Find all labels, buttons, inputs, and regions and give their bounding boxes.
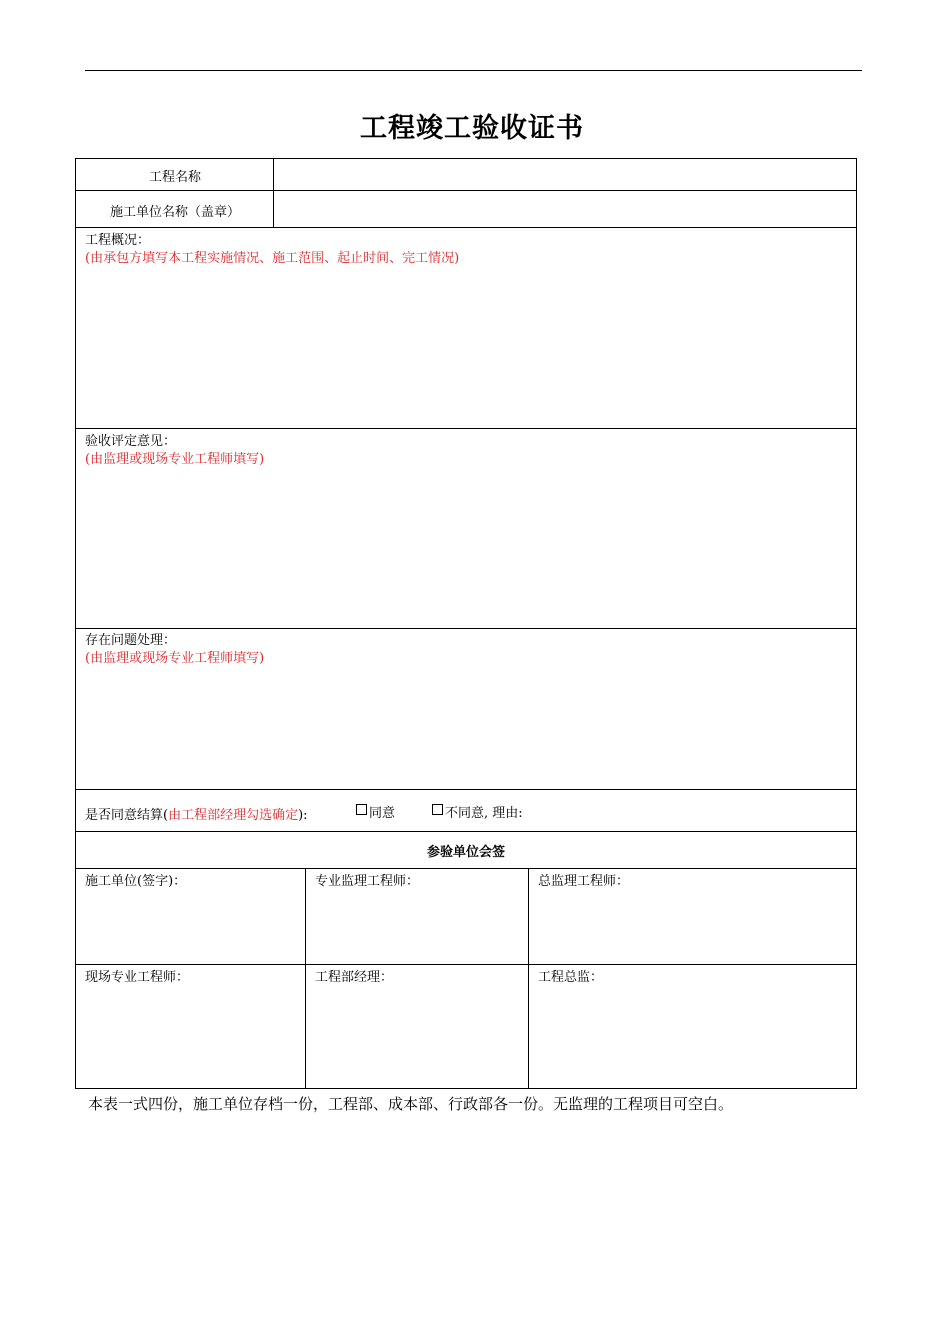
row-divider <box>76 831 856 832</box>
issues-label: 存在问题处理： <box>85 633 177 648</box>
signoff-chief-supervisor[interactable]: 总监理工程师： <box>538 874 630 889</box>
header-rule <box>85 70 862 71</box>
issues-hint: (由监理或现场专业工程师填写) <box>85 651 265 666</box>
acceptance-hint: (由监理或现场专业工程师填写) <box>85 452 265 467</box>
contractor-label: 施工单位名称（盖章） <box>109 205 240 220</box>
signoff-site-engineer[interactable]: 现场专业工程师： <box>85 970 190 985</box>
row-divider <box>76 789 856 790</box>
agree-checkbox[interactable] <box>356 804 367 815</box>
disagree-label: 不同意, 理由: <box>445 806 523 821</box>
project-name-label: 工程名称 <box>148 170 201 185</box>
signoff-contractor[interactable]: 施工单位(签字)： <box>85 874 187 889</box>
row-divider <box>76 628 856 629</box>
project-name-field[interactable] <box>275 159 856 190</box>
overview-section[interactable] <box>85 232 459 268</box>
contractor-field[interactable] <box>275 191 856 227</box>
signoff-column-divider <box>528 868 529 1088</box>
agree-option[interactable] <box>356 804 395 823</box>
signoff-specialist-supervisor[interactable]: 专业监理工程师： <box>315 874 420 889</box>
signoff-column-divider <box>305 868 306 1088</box>
agree-label: 同意 <box>369 806 396 821</box>
settlement-hint: 由工程部经理勾选确定 <box>168 808 299 823</box>
row-divider <box>76 964 856 965</box>
issues-section[interactable] <box>85 632 264 668</box>
overview-hint: (由承包方填写本工程实施情况、施工范围、起止时间、完工情况) <box>85 251 460 266</box>
document-title: 工程竣工验收证书 <box>360 113 584 144</box>
signoff-engineering-director[interactable]: 工程总监： <box>538 970 604 985</box>
overview-label: 工程概况： <box>85 233 151 248</box>
disagree-option[interactable] <box>432 804 523 823</box>
acceptance-form <box>75 158 857 1089</box>
signoff-heading: 参验单位会签 <box>426 845 505 860</box>
acceptance-section[interactable] <box>85 433 264 469</box>
acceptance-label: 验收评定意见： <box>85 434 177 449</box>
settlement-label-prefix: 是否同意结算( <box>85 808 169 823</box>
disagree-checkbox[interactable] <box>432 804 443 815</box>
signoff-engineering-manager[interactable]: 工程部经理： <box>315 970 394 985</box>
row-divider <box>76 428 856 429</box>
settlement-row <box>85 807 308 825</box>
settlement-label-suffix: ): <box>298 808 308 823</box>
row-divider <box>76 868 856 869</box>
row-divider <box>76 227 856 228</box>
footnote: 本表一式四份，施工单位存档一份，工程部、成本部、行政部各一份。无监理的工程项目可空白。 <box>88 1095 734 1113</box>
